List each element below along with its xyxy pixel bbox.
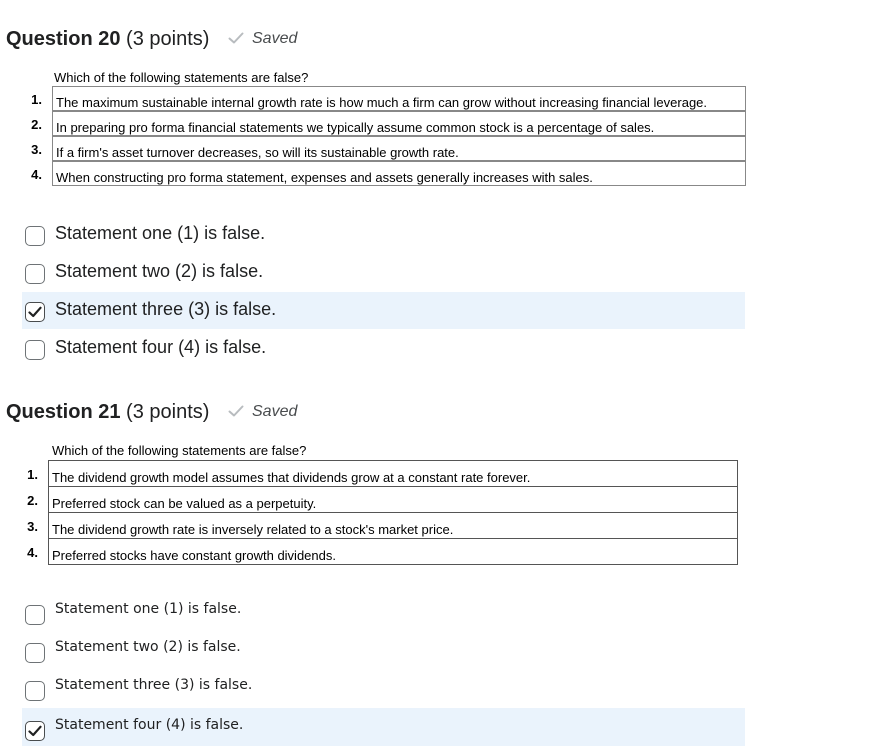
- statement-number: 1.: [31, 92, 42, 107]
- statement-text: The dividend growth model assumes that dividends grow at a constant rate forever.: [52, 470, 531, 485]
- statement-text: Preferred stocks have constant growth dividends.: [52, 548, 336, 563]
- statement-row: [52, 86, 746, 111]
- question-21-prompt: Which of the following statements are false?: [52, 443, 307, 458]
- choice-label: Statement one (1) is false.: [55, 601, 242, 617]
- question-21-title: Question 21: [6, 401, 121, 423]
- question-21-choice-3[interactable]: [22, 668, 745, 705]
- question-20-choice-3[interactable]: [22, 292, 745, 329]
- statement-number: 3.: [27, 519, 38, 534]
- question-21-choice-1[interactable]: [22, 592, 745, 629]
- question-21-header: [6, 401, 209, 424]
- statement-text: If a firm's asset turnover decreases, so will its sustainable growth rate.: [56, 145, 459, 160]
- question-21-choice-2[interactable]: [22, 630, 745, 667]
- checkbox[interactable]: [25, 264, 45, 284]
- statement-text: When constructing pro forma statement, expenses and assets generally increases with sales.: [56, 170, 593, 185]
- question-20-title: Question 20: [6, 28, 121, 50]
- statement-number: 4.: [31, 167, 42, 182]
- question-21-saved-status: [228, 403, 297, 421]
- checkbox[interactable]: [25, 226, 45, 246]
- question-20-points: (3 points): [126, 28, 210, 50]
- checkbox[interactable]: [25, 340, 45, 360]
- choice-label: Statement one (1) is false.: [55, 223, 266, 243]
- checkbox-checked[interactable]: [25, 302, 45, 322]
- choice-label: Statement two (2) is false.: [55, 261, 264, 281]
- statement-row: [52, 111, 746, 136]
- statement-number: 3.: [31, 142, 42, 157]
- statement-row: [48, 512, 738, 539]
- checkbox[interactable]: [25, 605, 45, 625]
- question-21-choice-4[interactable]: [22, 708, 745, 746]
- saved-check-icon: [228, 404, 244, 416]
- statement-number: 2.: [27, 493, 38, 508]
- question-20-choice-1[interactable]: [22, 216, 745, 253]
- statement-row: [48, 460, 738, 487]
- choice-label: Statement two (2) is false.: [55, 639, 241, 655]
- statement-row: [48, 538, 738, 565]
- question-20-prompt: Which of the following statements are false?: [54, 70, 309, 85]
- saved-label: Saved: [252, 30, 298, 47]
- check-icon: [28, 306, 42, 318]
- statement-text: Preferred stock can be valued as a perpetuity.: [52, 496, 317, 511]
- statement-row: [52, 136, 746, 161]
- question-20-choice-2[interactable]: [22, 254, 745, 291]
- choice-label: Statement three (3) is false.: [55, 299, 277, 319]
- saved-check-icon: [228, 31, 244, 43]
- checkbox-checked[interactable]: [25, 721, 45, 741]
- statement-row: [52, 161, 746, 186]
- statement-text: In preparing pro forma financial statements we typically assume common stock is a percentage of sales.: [56, 120, 655, 135]
- saved-label: Saved: [252, 403, 298, 420]
- question-21-points: (3 points): [126, 401, 210, 423]
- statement-text: The dividend growth rate is inversely related to a stock's market price.: [52, 522, 454, 537]
- choice-label: Statement four (4) is false.: [55, 717, 244, 733]
- statement-number: 4.: [27, 545, 38, 560]
- statement-row: [48, 486, 738, 513]
- statement-number: 1.: [27, 467, 38, 482]
- statement-text: The maximum sustainable internal growth rate is how much a firm can grow without increasing financial leverage.: [56, 95, 708, 110]
- question-20-choice-4[interactable]: [22, 330, 745, 367]
- statement-number: 2.: [31, 117, 42, 132]
- choice-label: Statement three (3) is false.: [55, 677, 253, 693]
- choice-label: Statement four (4) is false.: [55, 337, 267, 357]
- checkbox[interactable]: [25, 681, 45, 701]
- checkbox[interactable]: [25, 643, 45, 663]
- question-20-saved-status: [228, 30, 297, 48]
- check-icon: [28, 725, 42, 737]
- question-20-header: [6, 28, 209, 51]
